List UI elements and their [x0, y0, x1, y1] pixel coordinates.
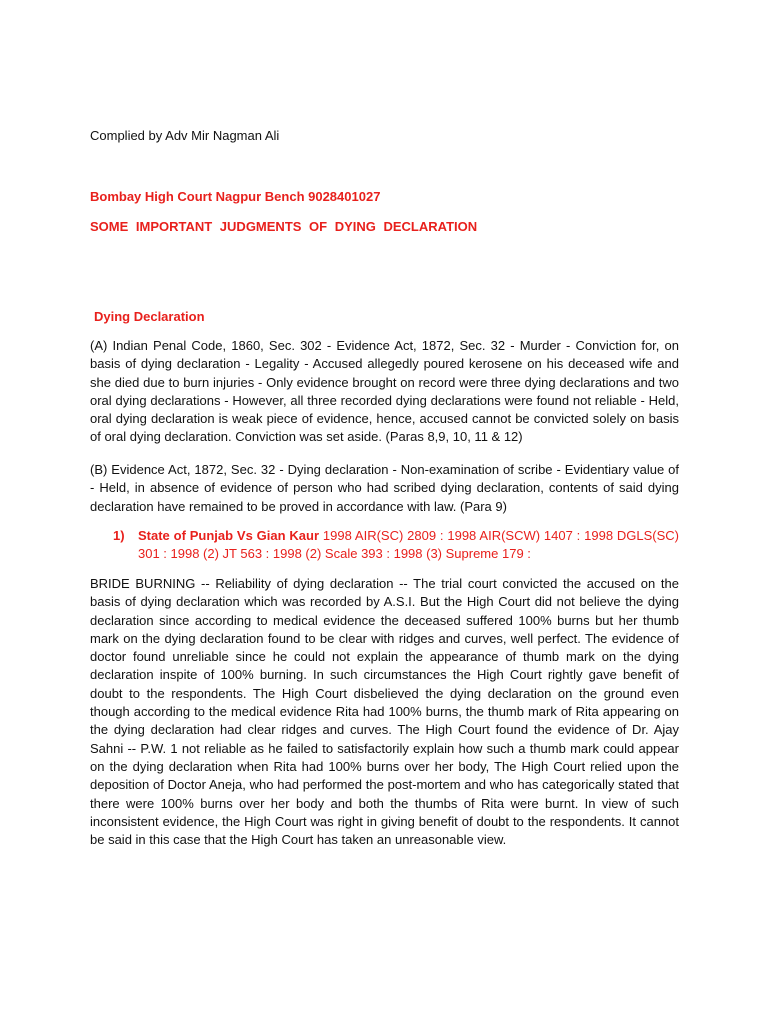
case-number: 1) — [113, 528, 125, 543]
case-citation-item — [113, 527, 679, 564]
case-name: State of Punjab Vs Gian Kaur — [138, 528, 320, 543]
court-heading: Bombay High Court Nagpur Bench 9028401027 — [90, 189, 381, 204]
section-heading: Dying Declaration — [94, 309, 205, 324]
document-subject: SOME IMPORTANT JUDGMENTS OF DYING DECLARATION — [90, 219, 478, 234]
case-citation: 1998 AIR(SC) 2809 : 1998 AIR(SCW) 1407 : 1998 DGLS(SC) 301 : 1998 (2) JT 563 : 1998 (2) Scale 393 : 1998 (3) Supreme 179 : — [138, 528, 680, 562]
case-body — [138, 527, 679, 564]
paragraph-b: (B) Evidence Act, 1872, Sec. 32 - Dying declaration - Non-examination of scribe - Evidentiary value of - Held, in absence of evidence of person who had scribed dying declaration, contents of said dying declaration have remained to be proved in accordance with law. (Para 9) — [90, 462, 679, 514]
paragraph-a: (A) Indian Penal Code, 1860, Sec. 302 - Evidence Act, 1872, Sec. 32 - Murder - Conviction for, on basis of dying declaration - Legality - Accused allegedly poured kerosene on his deceased wife and she died due to burn injuries - Only evidence brought on record were three dying declarations and two oral dying declarations - However, all three recorded dying declarations were found not reliable - Held, oral dying declaration is weak piece of evidence, hence, accused cannot be convicted solely on basis of oral dying declaration. Conviction was set aside. (Paras 8,9, 10, 11 & 12) — [90, 338, 679, 445]
compiler-credit: Complied by Adv Mir Nagman Ali — [90, 128, 280, 143]
paragraph-judgment-summary: BRIDE BURNING -- Reliability of dying declaration -- The trial court convicted the accused on the basis of dying declaration which was recorded by A.S.I. But the High Court did not believe the dying declaration since according to medical evidence the deceased suffered 100% burns but her thumb mark on the dying declaration found to be clear with ridges and curves, well perfect. The evidence of doctor found unreliable since he could not explain the appearance of thumb mark on the dying declaration inspite of 100% burning. In such circumstances the High Court rightly gave benefit of doubt to the respondents. The High Court disbelieved the dying declaration on the ground even though according to the medical evidence Rita had 100% burns, the thumb mark of Rita appearing on the dying declaration had clear ridges and curves. The High Court found the evidence of Dr. Ajay Sahni -- P.W. 1 not reliable as he failed to satisfactorily explain how such a thumb mark could appear on the dying declaration when Rita had 100% burns over her body, The High Court relied upon the deposition of Doctor Aneja, who had performed the post-mortem and who has categorically stated that there were 100% burns over her body and both the thumbs of Rita were burnt. In view of such inconsistent evidence, the High Court was right in giving benefit of doubt to the respondents. It cannot be said in this case that the High Court has taken an unreasonable view. — [90, 576, 679, 848]
